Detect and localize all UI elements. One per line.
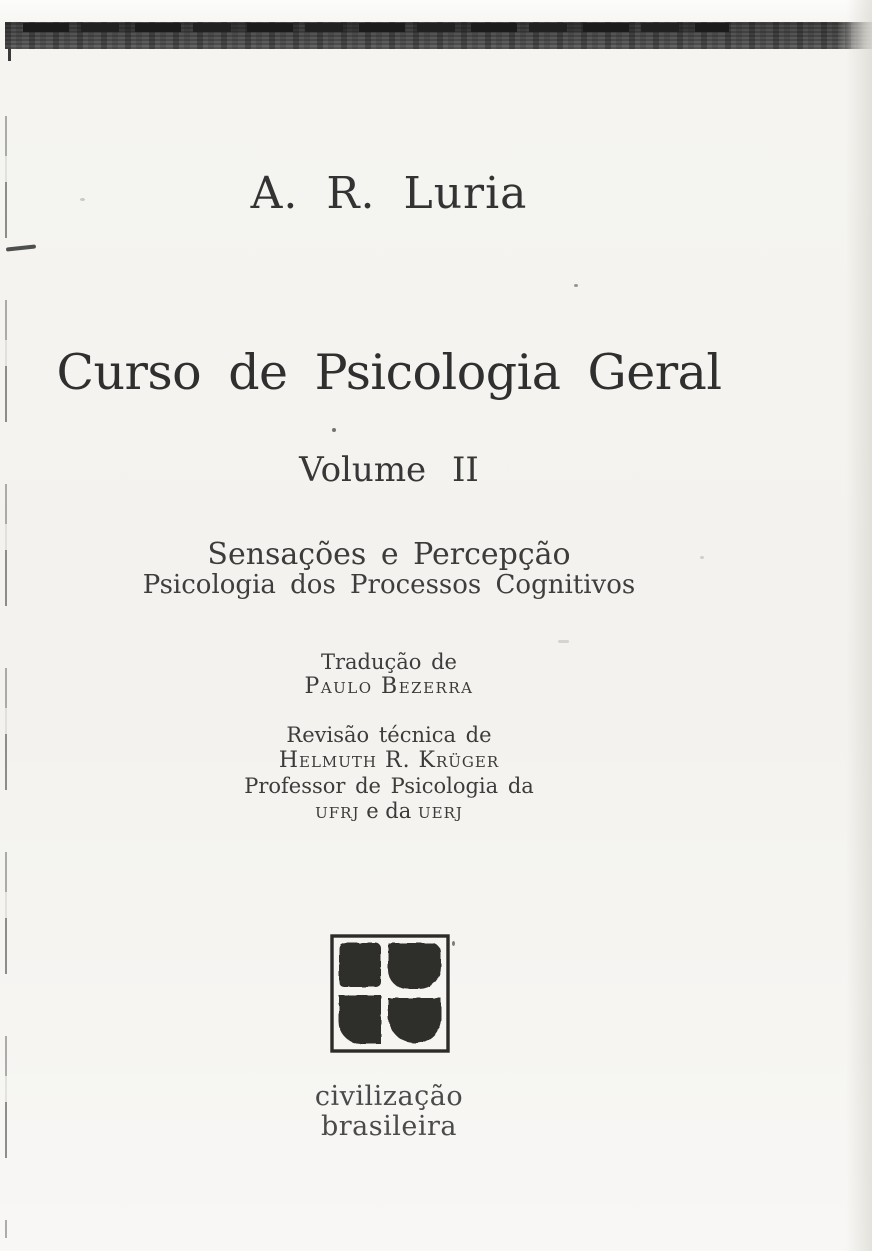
publisher-name <box>0 1082 778 1142</box>
civilizacao-brasileira-logo <box>330 934 450 1053</box>
scan-speckle <box>558 640 569 643</box>
scan-speckle <box>700 556 704 559</box>
subtitle: Sensações e Percepção <box>207 537 571 572</box>
affiliation-connector: e da <box>366 799 412 823</box>
reviser-role: Professor de Psicologia da <box>244 774 534 798</box>
scan-speckle <box>574 284 578 287</box>
translator-name: Paulo Bezerra <box>304 674 474 699</box>
publisher-name-line1: civilização <box>314 1081 464 1112</box>
revision-label: Revisão técnica de <box>286 723 492 747</box>
scan-edge-band <box>5 22 872 49</box>
scan-artifact <box>8 48 11 61</box>
page-author: A. R. Luria <box>250 168 528 219</box>
logo-quadrants <box>339 943 441 1044</box>
publisher-logo <box>330 934 450 1053</box>
scan-artifact-tick <box>6 244 36 251</box>
translation-label: Tradução de <box>320 650 457 674</box>
scan-speckle <box>332 428 336 432</box>
affiliation-line <box>0 799 778 823</box>
book-title: Curso de Psicologia Geral <box>56 344 722 401</box>
publisher-name-line2: brasileira <box>320 1111 458 1142</box>
affiliation-uerj: uerj <box>417 799 463 823</box>
reviser-name: Helmuth R. Krüger <box>278 748 500 773</box>
affiliation-ufrj: ufrj <box>315 799 360 823</box>
series-subtitle: Psicologia dos Processos Cognitivos <box>142 570 636 600</box>
scan-speckle <box>80 198 85 201</box>
volume-label: Volume II <box>299 450 479 490</box>
scan-right-shading <box>846 0 872 1251</box>
scan-speckle <box>452 941 455 946</box>
